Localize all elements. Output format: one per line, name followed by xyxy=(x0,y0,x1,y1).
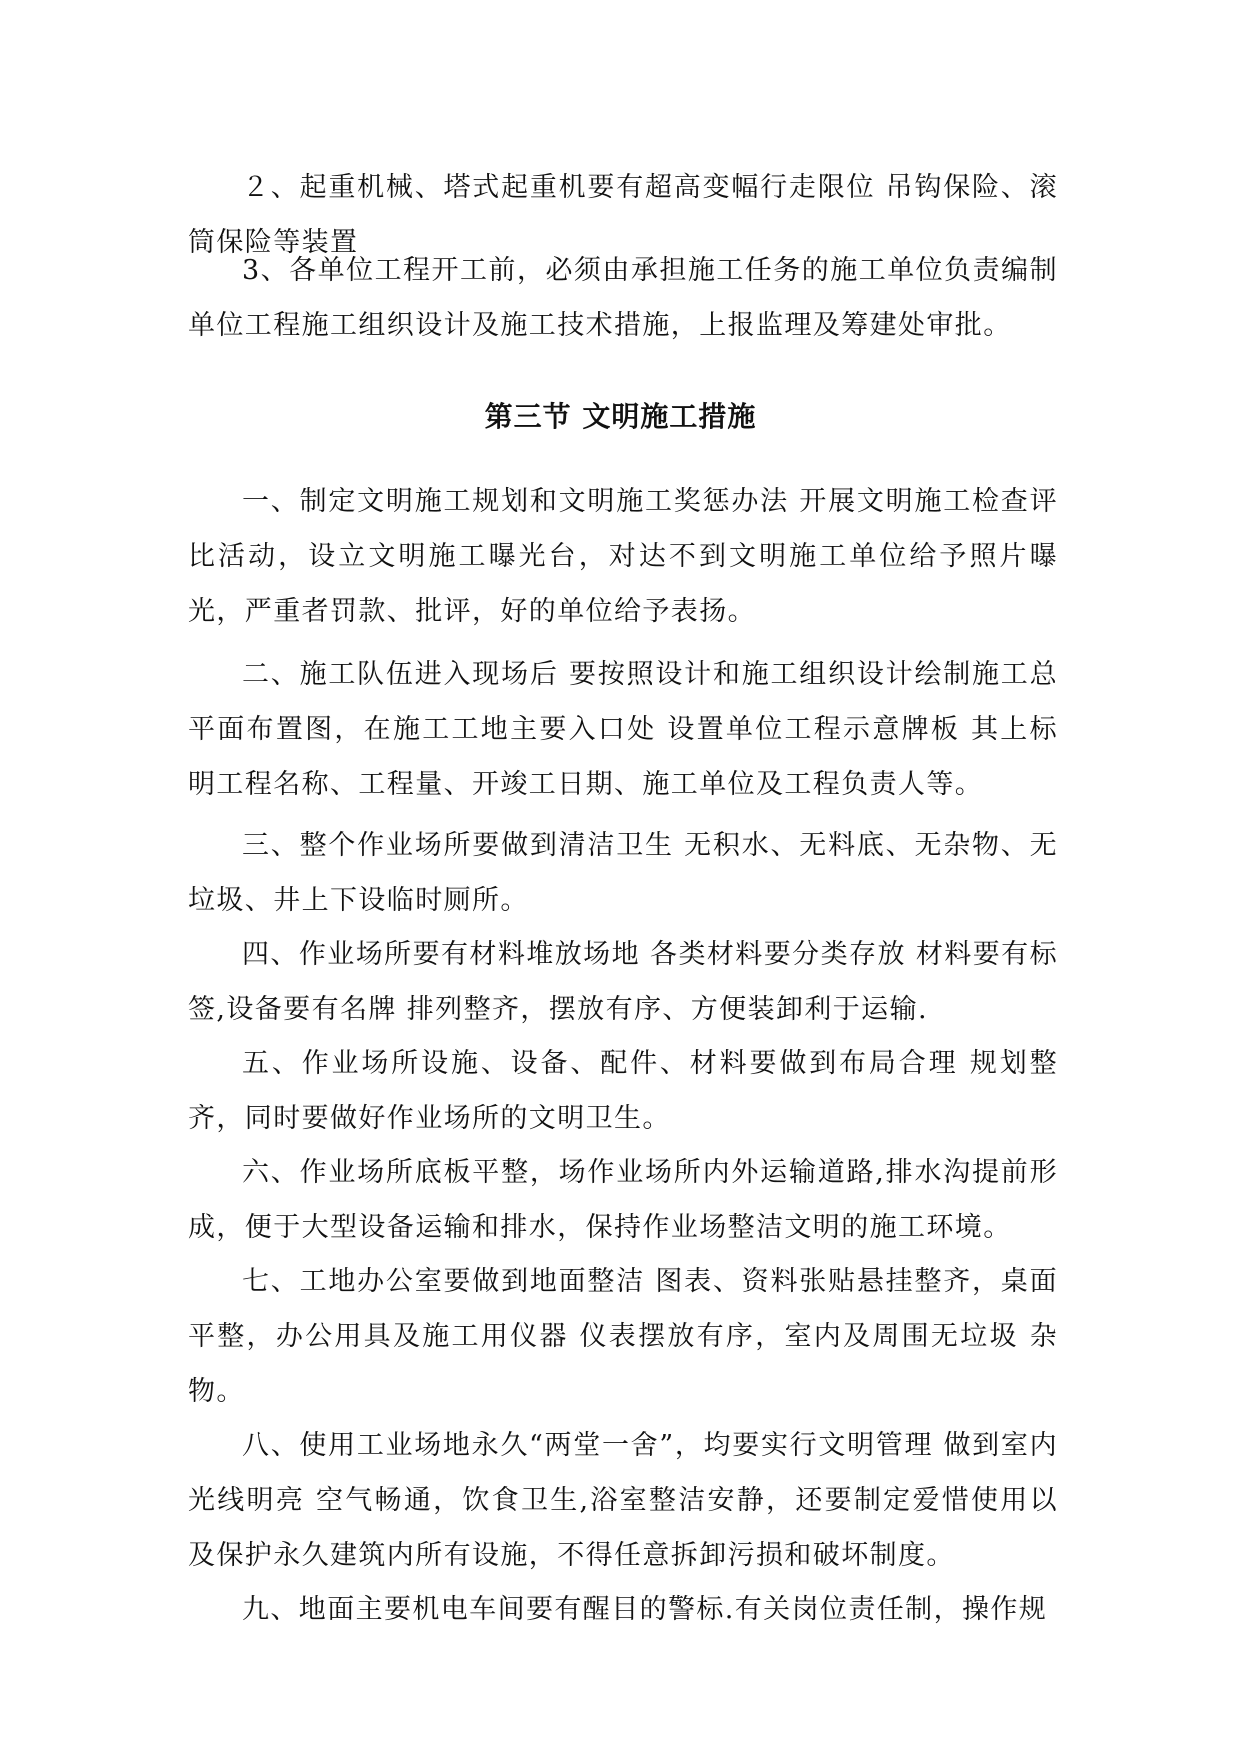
paragraph-item-5: 五、作业场所设施、设备、配件、材料要做到布局合理 规划整齐，同时要做好作业场所的文明卫生。 xyxy=(188,1048,1058,1134)
paragraph-item-7: 七、工地办公室要做到地面整洁 图表、资料张贴悬挂整齐，桌面平整，办公用具及施工用仪器 仪表摆放有序，室内及周围无垃圾 杂物。 xyxy=(188,1266,1058,1407)
paragraph-item-1: 一、制定文明施工规划和文明施工奖惩办法 开展文明施工检查评比活动，设立文明施工曝光台，对达不到文明施工单位给予照片曝光，严重者罚款、批评，好的单位给予表扬。 xyxy=(188,486,1058,627)
paragraph-item-2: 二、施工队伍进入现场后 要按照设计和施工组织设计绘制施工总平面布置图，在施工工地主要入口处 设置单位工程示意牌板 其上标明工程名称、工程量、开竣工日期、施工单位及工程负责人等。 xyxy=(188,659,1058,800)
paragraph-item-8: 八、使用工业场地永久“两堂一舍”，均要实行文明管理 做到室内光线明亮 空气畅通，饮食卫生,浴室整洁安静，还要制定爱惜使用以及保护永久建筑内所有设施，不得任意拆卸污损和破坏制度。 xyxy=(188,1430,1058,1571)
paragraph-item-6: 六、作业场所底板平整，场作业场所内外运输道路,排水沟提前形成，便于大型设备运输和排水，保持作业场整洁文明的施工环境。 xyxy=(188,1157,1058,1243)
paragraph-construction-design: 3、各单位工程开工前，必须由承担施工任务的施工单位负责编制单位工程施工组织设计及施工技术措施，上报监理及筹建处审批。 xyxy=(188,255,1058,341)
paragraph-item-3: 三、整个作业场所要做到清洁卫生 无积水、无料底、无杂物、无垃圾、井上下设临时厕所。 xyxy=(188,830,1058,916)
paragraph-item-4: 四、作业场所要有材料堆放场地 各类材料要分类存放 材料要有标签,设备要有名牌 排列整齐，摆放有序、方便装卸利于运输. xyxy=(188,939,1058,1025)
paragraph-crane-safety: ２、起重机械、塔式起重机要有超高变幅行走限位 吊钩保险、滚筒保险等装置 xyxy=(188,172,1058,258)
section-title: 第三节 文明施工措施 xyxy=(484,400,757,433)
paragraph-item-9: 九、地面主要机电车间要有醒目的警标.有关岗位责任制，操作规 xyxy=(242,1594,1048,1625)
